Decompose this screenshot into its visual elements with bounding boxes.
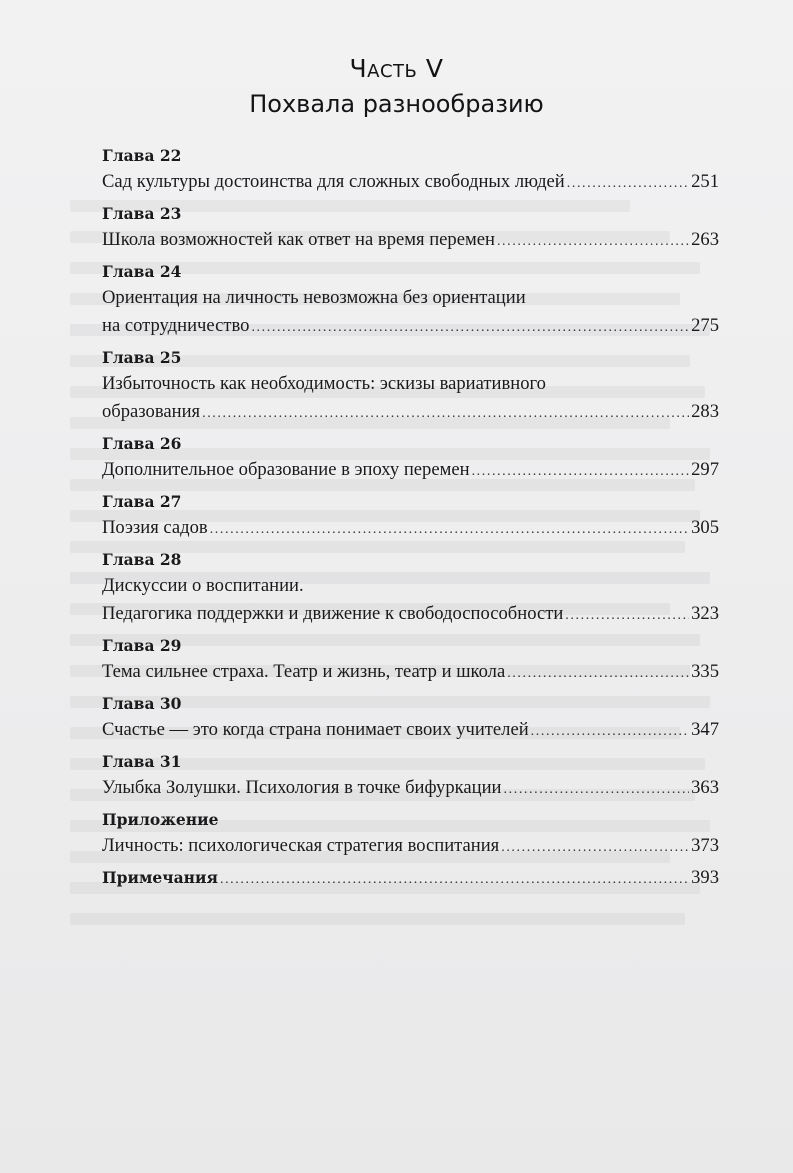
dot-leader — [565, 604, 689, 628]
chapter-title-line: Избыточность как необходимость: эскизы вариативного — [102, 373, 546, 394]
chapter-title: Дополнительное образование в эпоху перемен — [102, 459, 470, 480]
toc-entry — [102, 346, 719, 428]
dot-leader — [567, 172, 689, 196]
part-subtitle: Похвала разнообразию — [249, 90, 544, 118]
page-number: 393 — [691, 867, 719, 888]
chapter-label: Глава 25 — [102, 348, 182, 367]
part-title — [0, 54, 793, 83]
chapter-title-line: Дискуссии о воспитании. — [102, 575, 304, 596]
toc-entry — [102, 692, 719, 746]
toc-entry — [102, 750, 719, 804]
chapter-title: на сотрудничество — [102, 315, 250, 336]
chapter-title: Личность: психологическая стратегия воспитания — [102, 835, 500, 856]
chapter-label: Глава 30 — [102, 694, 182, 713]
toc-row — [102, 516, 719, 544]
page-number: 251 — [691, 171, 719, 192]
toc-entry — [102, 808, 719, 862]
page-number: 363 — [691, 777, 719, 798]
dot-leader — [504, 778, 690, 802]
page-number: 373 — [691, 835, 719, 856]
chapter-label: Глава 26 — [102, 434, 182, 453]
chapter-label: Глава 22 — [102, 146, 182, 165]
toc-row — [102, 170, 719, 198]
page-number: 347 — [691, 719, 719, 740]
page-number: 323 — [691, 603, 719, 624]
chapter-title: Улыбка Золушки. Психология в точке бифуркации — [102, 777, 502, 798]
toc-row — [102, 602, 719, 630]
chapter-title: Школа возможностей как ответ на время перемен — [102, 229, 495, 250]
toc-row — [102, 718, 719, 746]
chapter-label: Глава 29 — [102, 636, 182, 655]
notes-label: Примечания — [102, 868, 218, 887]
part-title-text: Часть V — [349, 54, 444, 83]
table-of-contents — [102, 144, 719, 892]
dot-leader — [507, 662, 689, 686]
toc-entry — [102, 202, 719, 256]
chapter-title: образования — [102, 401, 201, 422]
page-number: 275 — [691, 315, 719, 336]
dot-leader — [472, 460, 690, 484]
chapter-title: Педагогика поддержки и движение к свободоспособности — [102, 603, 564, 624]
page-number: 335 — [691, 661, 719, 682]
page-number: 263 — [691, 229, 719, 250]
toc-entry — [102, 432, 719, 486]
dot-leader — [220, 868, 689, 892]
dot-leader — [501, 836, 689, 860]
dot-leader — [202, 402, 689, 426]
toc-row — [102, 228, 719, 256]
toc-row — [102, 400, 719, 428]
dot-leader — [210, 518, 689, 542]
toc-notes-row — [102, 866, 719, 892]
chapter-label: Приложение — [102, 810, 219, 829]
chapter-title: Счастье — это когда страна понимает своих учителей — [102, 719, 529, 740]
chapter-label: Глава 27 — [102, 492, 182, 511]
page-number: 297 — [691, 459, 719, 480]
chapter-label: Глава 28 — [102, 550, 182, 569]
toc-row — [102, 776, 719, 804]
page-number: 305 — [691, 517, 719, 538]
chapter-label: Глава 31 — [102, 752, 182, 771]
dot-leader — [497, 230, 689, 254]
chapter-title: Поэзия садов — [102, 517, 208, 538]
toc-row — [102, 834, 719, 862]
toc-entry — [102, 260, 719, 342]
toc-row — [102, 660, 719, 688]
chapter-title-line: Ориентация на личность невозможна без ориентации — [102, 287, 526, 308]
toc-row — [102, 314, 719, 342]
chapter-label: Глава 23 — [102, 204, 182, 223]
page-number: 283 — [691, 401, 719, 422]
chapter-label: Глава 24 — [102, 262, 182, 281]
toc-entry — [102, 144, 719, 198]
toc-entry — [102, 634, 719, 688]
dot-leader — [251, 316, 689, 340]
toc-row — [102, 458, 719, 486]
dot-leader — [531, 720, 689, 744]
toc-entry — [102, 548, 719, 630]
toc-entry — [102, 490, 719, 544]
chapter-title: Тема сильнее страха. Театр и жизнь, театр и школа — [102, 661, 506, 682]
chapter-title: Сад культуры достоинства для сложных свободных людей — [102, 171, 565, 192]
